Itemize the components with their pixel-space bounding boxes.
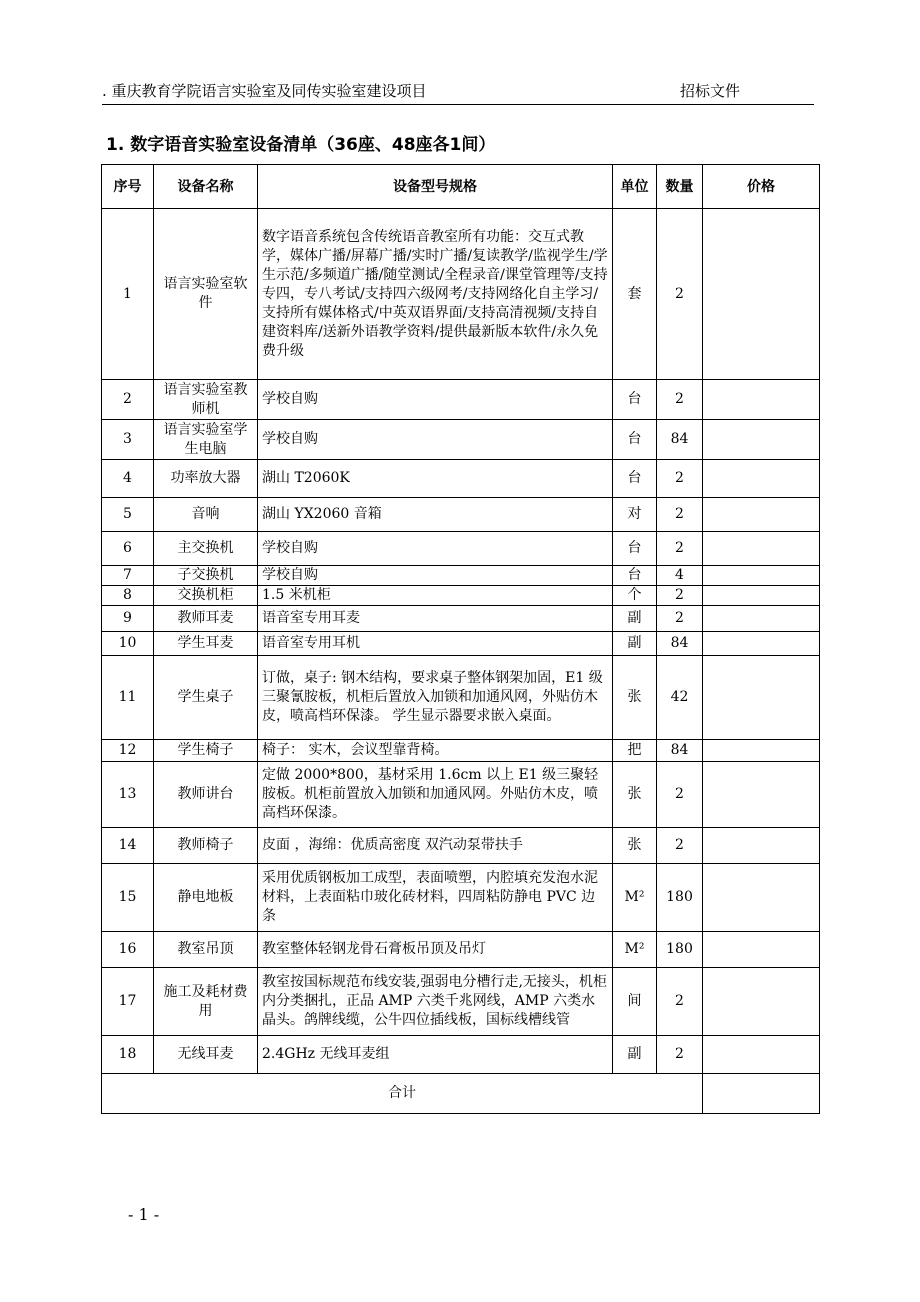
project-title: . 重庆教育学院语言实验室及同传实验室建设项目 (102, 82, 427, 100)
table-row (102, 762, 820, 828)
row-number: 9 (102, 606, 154, 632)
quantity: 2 (657, 460, 703, 498)
equipment-spec: 皮面 ，海绵：优质高密度 双汽动泵带扶手 (258, 828, 613, 864)
row-number: 13 (102, 762, 154, 828)
equipment-name: 子交换机 (154, 566, 258, 586)
total-label: 合计 (102, 1074, 703, 1114)
unit: 副 (613, 606, 657, 632)
equipment-name: 施工及耗材费用 (154, 968, 258, 1036)
page-number: - 1 - (128, 1205, 160, 1224)
table-row (102, 420, 820, 460)
price (703, 632, 820, 656)
quantity: 42 (657, 656, 703, 740)
document-type: 招标文件 (680, 82, 741, 100)
price (703, 656, 820, 740)
row-number: 14 (102, 828, 154, 864)
price (703, 740, 820, 762)
equipment-spec: 湖山 T2060K (258, 460, 613, 498)
quantity: 2 (657, 209, 703, 380)
equipment-name: 学生椅子 (154, 740, 258, 762)
price (703, 828, 820, 864)
equipment-spec: 1.5 米机柜 (258, 586, 613, 606)
equipment-spec: 定做 2000*800，基材采用 1.6cm 以上 E1 级三聚轻胺板。机柜前置放入加锁和加通风网。外贴仿木皮，喷高档环保漆。 (258, 762, 613, 828)
quantity: 84 (657, 740, 703, 762)
equipment-spec: 学校自购 (258, 380, 613, 420)
equipment-spec: 教室整体轻钢龙骨石膏板吊顶及吊灯 (258, 932, 613, 968)
row-number: 17 (102, 968, 154, 1036)
equipment-spec: 湖山 YX2060 音箱 (258, 498, 613, 532)
quantity: 2 (657, 1036, 703, 1074)
price (703, 209, 820, 380)
price (703, 380, 820, 420)
unit: 对 (613, 498, 657, 532)
unit: 台 (613, 460, 657, 498)
equipment-spec: 语音室专用耳机 (258, 632, 613, 656)
row-number: 1 (102, 209, 154, 380)
column-header: 单位 (613, 165, 657, 209)
row-number: 16 (102, 932, 154, 968)
unit: 张 (613, 762, 657, 828)
unit: 把 (613, 740, 657, 762)
equipment-spec: 数字语音系统包含传统语音教室所有功能：交互式教学，媒体广播/屏幕广播/实时广播/复读教学/监视学生/学生示范/多频道广播/随堂测试/全程录音/课堂管理等/支持专四，专八考试/支持四六级网考/支持网络化自主学习/支持所有媒体格式/中英双语界面/支持高清视频/支持自建资料库/送新外语教学资料/提供最新版本软件/永久免费升级 (258, 209, 613, 380)
row-number: 15 (102, 864, 154, 932)
unit: 个 (613, 586, 657, 606)
column-header: 设备型号规格 (258, 165, 613, 209)
row-number: 7 (102, 566, 154, 586)
row-number: 4 (102, 460, 154, 498)
equipment-name: 教师耳麦 (154, 606, 258, 632)
column-header: 价格 (703, 165, 820, 209)
equipment-spec: 椅子： 实木，会议型靠背椅。 (258, 740, 613, 762)
equipment-name: 教师讲台 (154, 762, 258, 828)
quantity: 2 (657, 762, 703, 828)
quantity: 4 (657, 566, 703, 586)
table-row (102, 968, 820, 1036)
quantity: 2 (657, 606, 703, 632)
table-row (102, 498, 820, 532)
price (703, 420, 820, 460)
price (703, 566, 820, 586)
column-header: 数量 (657, 165, 703, 209)
table-row (102, 380, 820, 420)
equipment-name: 音响 (154, 498, 258, 532)
table-row (102, 586, 820, 606)
unit: 张 (613, 828, 657, 864)
unit: 间 (613, 968, 657, 1036)
row-number: 8 (102, 586, 154, 606)
table-row (102, 864, 820, 932)
table-header-row (102, 165, 820, 209)
section-title: 1. 数字语音实验室设备清单（36座、48座各1间） (106, 135, 496, 155)
unit: 副 (613, 632, 657, 656)
equipment-name: 主交换机 (154, 532, 258, 566)
unit: M² (613, 932, 657, 968)
price (703, 460, 820, 498)
equipment-spec: 学校自购 (258, 532, 613, 566)
table-row (102, 740, 820, 762)
table-row (102, 656, 820, 740)
table-row (102, 532, 820, 566)
price (703, 532, 820, 566)
row-number: 6 (102, 532, 154, 566)
equipment-name: 教师椅子 (154, 828, 258, 864)
equipment-name: 语言实验室软件 (154, 209, 258, 380)
table-row (102, 460, 820, 498)
quantity: 84 (657, 420, 703, 460)
quantity: 2 (657, 498, 703, 532)
quantity: 2 (657, 380, 703, 420)
equipment-spec: 订做，桌子: 钢木结构，要求桌子整体钢架加固，E1 级三聚氰胺板，机柜后置放入加锁和加通风网，外贴仿木皮，喷高档环保漆。 学生显示器要求嵌入桌面。 (258, 656, 613, 740)
equipment-name: 功率放大器 (154, 460, 258, 498)
quantity: 84 (657, 632, 703, 656)
price (703, 864, 820, 932)
table-row (102, 209, 820, 380)
unit: M² (613, 864, 657, 932)
quantity: 2 (657, 968, 703, 1036)
page-header (102, 80, 814, 105)
quantity: 2 (657, 532, 703, 566)
equipment-spec: 采用优质钢板加工成型，表面喷塑，内腔填充发泡水泥材料，上表面粘巾玻化砖材料，四周粘防静电 PVC 边条 (258, 864, 613, 932)
unit: 台 (613, 380, 657, 420)
equipment-spec: 学校自购 (258, 566, 613, 586)
equipment-table (101, 164, 820, 1114)
unit: 台 (613, 532, 657, 566)
price (703, 968, 820, 1036)
unit: 台 (613, 420, 657, 460)
table-row (102, 932, 820, 968)
table-row (102, 632, 820, 656)
unit: 套 (613, 209, 657, 380)
equipment-name: 学生耳麦 (154, 632, 258, 656)
column-header: 设备名称 (154, 165, 258, 209)
unit: 副 (613, 1036, 657, 1074)
total-value (703, 1074, 820, 1114)
equipment-name: 学生桌子 (154, 656, 258, 740)
price (703, 762, 820, 828)
unit: 张 (613, 656, 657, 740)
column-header: 序号 (102, 165, 154, 209)
quantity: 2 (657, 828, 703, 864)
price (703, 586, 820, 606)
row-number: 2 (102, 380, 154, 420)
table-row (102, 828, 820, 864)
equipment-spec: 学校自购 (258, 420, 613, 460)
row-number: 3 (102, 420, 154, 460)
unit: 台 (613, 566, 657, 586)
equipment-spec: 语音室专用耳麦 (258, 606, 613, 632)
quantity: 2 (657, 586, 703, 606)
equipment-name: 静电地板 (154, 864, 258, 932)
quantity: 180 (657, 932, 703, 968)
total-row (102, 1074, 820, 1114)
price (703, 498, 820, 532)
table-row (102, 566, 820, 586)
table-row (102, 606, 820, 632)
quantity: 180 (657, 864, 703, 932)
equipment-spec: 2.4GHz 无线耳麦组 (258, 1036, 613, 1074)
equipment-name: 交换机柜 (154, 586, 258, 606)
equipment-name: 教室吊顶 (154, 932, 258, 968)
equipment-name: 无线耳麦 (154, 1036, 258, 1074)
equipment-spec: 教室按国标规范布线安装,强弱电分槽行走,无接头，机柜内分类捆扎，正品 AMP 六类千兆网线，AMP 六类水晶头。鸽牌线缆，公牛四位插线板，国标线槽线管 (258, 968, 613, 1036)
row-number: 12 (102, 740, 154, 762)
row-number: 18 (102, 1036, 154, 1074)
row-number: 5 (102, 498, 154, 532)
price (703, 932, 820, 968)
row-number: 11 (102, 656, 154, 740)
row-number: 10 (102, 632, 154, 656)
equipment-name: 语言实验室学生电脑 (154, 420, 258, 460)
table-row (102, 1036, 820, 1074)
price (703, 606, 820, 632)
price (703, 1036, 820, 1074)
equipment-name: 语言实验室教师机 (154, 380, 258, 420)
